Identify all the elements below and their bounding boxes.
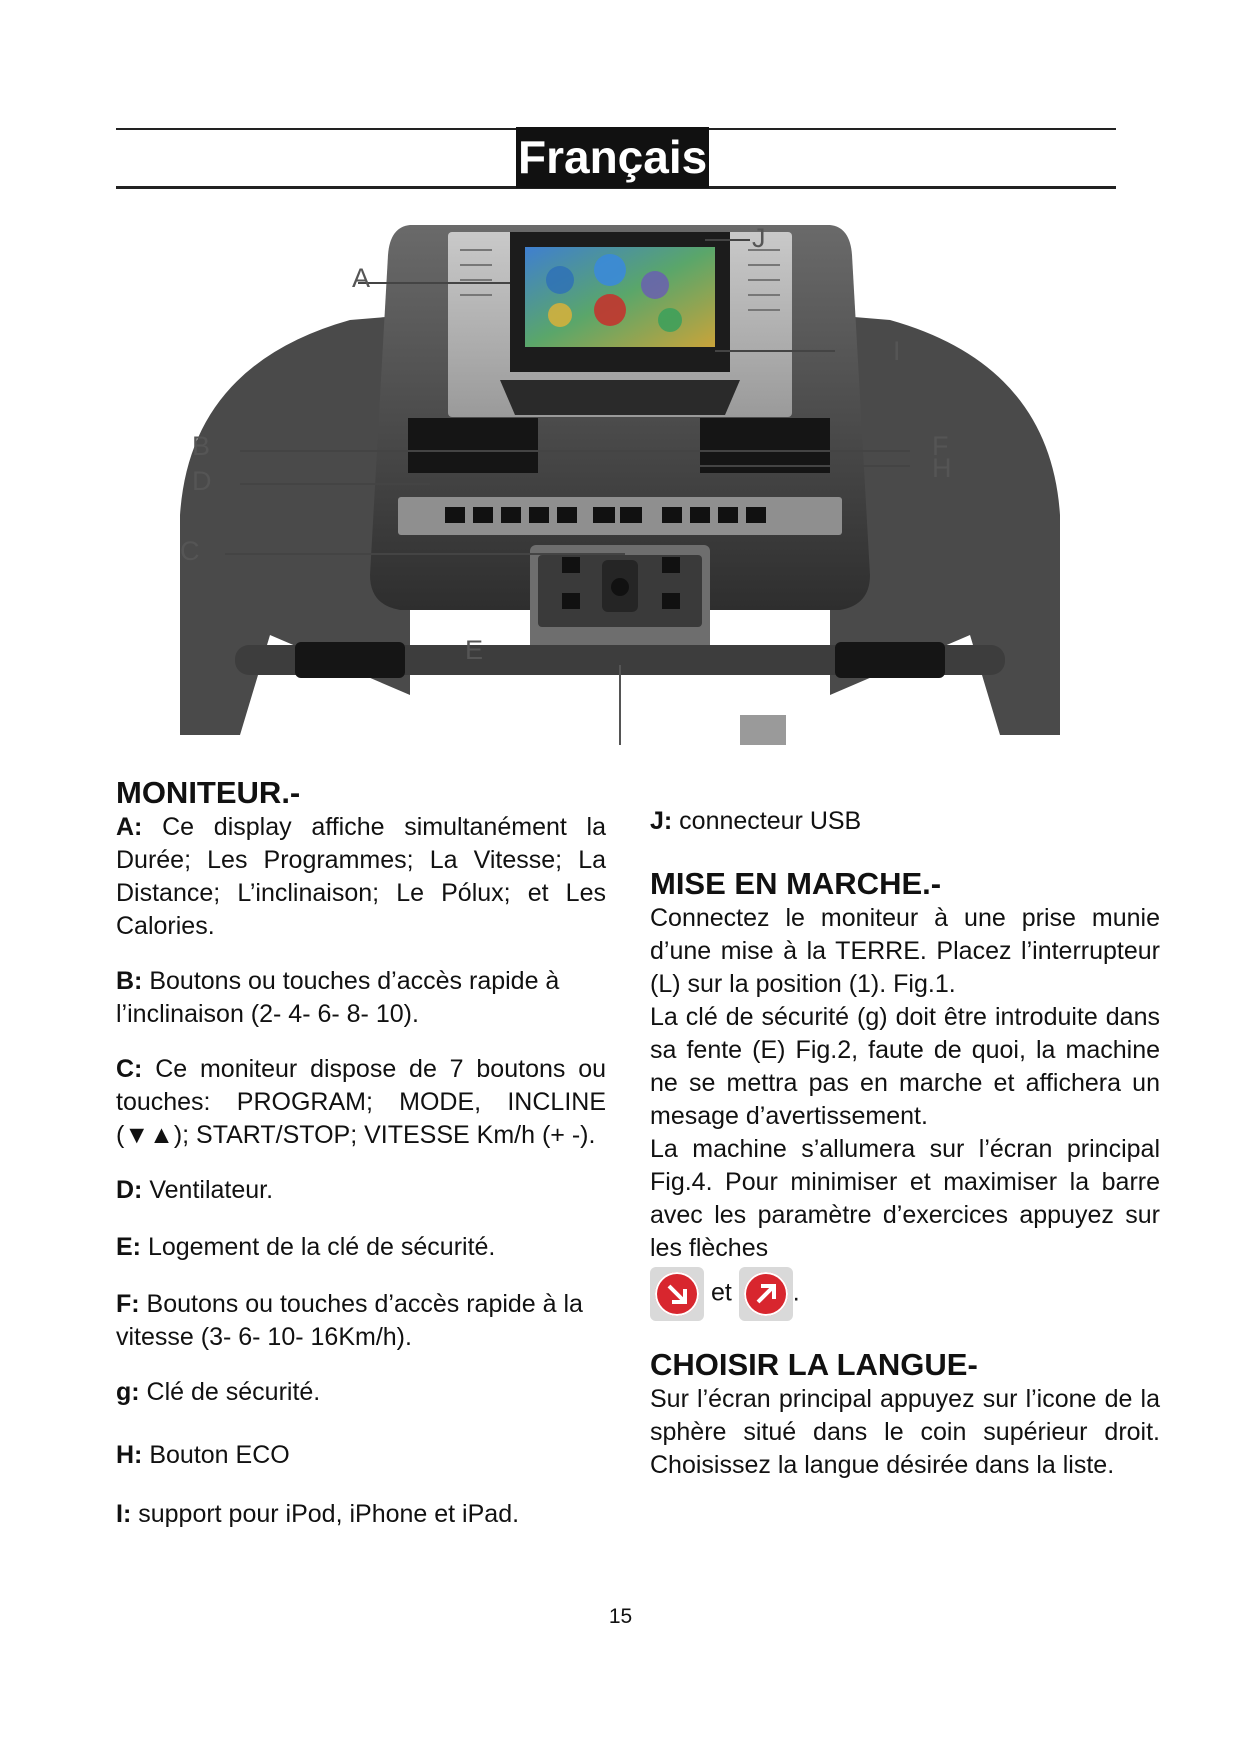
callout-f: F [932,431,949,461]
startup-paragraph-1: Connectez le moniteur à une prise munie d’une mise à la TERRE. Placez l’interrupteur (L) sur la position (1). Fig.1. [650,904,1160,998]
callout-i: I [893,336,901,366]
icons-join-text: et [710,1278,732,1307]
language-heading: CHOISIR LA LANGUE- [650,1347,978,1382]
safety-key [740,715,786,745]
left-column [116,775,606,1531]
page-title: Français [516,127,709,188]
treadmill-console-figure [180,215,1060,745]
item-j: J: connecteur USB [650,807,862,835]
callout-d: D [192,466,212,496]
startup-heading: MISE EN MARCHE.- [650,866,942,901]
console-drawing [180,215,1060,745]
tablet-holder [500,380,740,415]
page-number: 15 [608,1605,633,1628]
item-i: I: support pour iPod, iPhone et iPad. [116,1500,520,1528]
item-g: g: Clé de sécurité. [116,1378,321,1406]
left-grip [295,642,405,678]
callout-a: A [352,263,371,293]
item-a: A: Ce display affiche simultanément la Durée; Les Programmes; La Vitesse; La Distance; L’inclinaison; Le Pólux; et Les Calories. [116,813,606,940]
language-paragraph: Sur l’écran principal appuyez sur l’icone de la sphère situé dans le coin supérieur droit. Choisissez la langue désirée dans la liste. [650,1385,1160,1479]
callout-h: H [932,453,952,483]
item-h: H: Bouton ECO [116,1441,290,1469]
callout-b: B [192,431,211,461]
arrow-down-right-icon [650,1267,704,1321]
callout-j: J [752,223,766,253]
item-f: F: Boutons ou touches d’accès rapide à la vitesse (3- 6- 10- 16Km/h). [116,1290,583,1351]
callout-e: E [465,635,484,665]
startup-paragraph-2: La clé de sécurité (g) doit être introduite dans sa fente (E) Fig.2, faute de quoi, la machine ne se mettra pas en marche et affichera un mesage d’avertissement. [650,1003,1160,1130]
arrow-up-right-icon [739,1267,793,1321]
arrow-icons-line [650,1267,1160,1321]
callout-c: C [180,536,200,566]
item-c: C: Ce moniteur dispose de 7 boutons ou touches: PROGRAM; MODE, INCLINE (▼▲); START/STOP; VITESSE Km/h (+ -). [116,1055,606,1149]
item-d: D: Ventilateur. [116,1176,274,1204]
startup-paragraph-3: La machine s’allumera sur l’écran principal Fig.4. Pour minimiser et maximiser la barre avec les paramètre d’exercices appuyez sur les flèches [650,1135,1160,1262]
right-column [650,805,1160,1482]
monitor-heading: MONITEUR.- [116,775,301,810]
item-b: B: Boutons ou touches d’accès rapide à l’inclinaison (2- 4- 6- 8- 10). [116,967,560,1028]
right-grip [835,642,945,678]
left-pocket [408,418,538,473]
item-e: E: Logement de la clé de sécurité. [116,1233,496,1261]
icons-end-text: . [792,1278,800,1307]
